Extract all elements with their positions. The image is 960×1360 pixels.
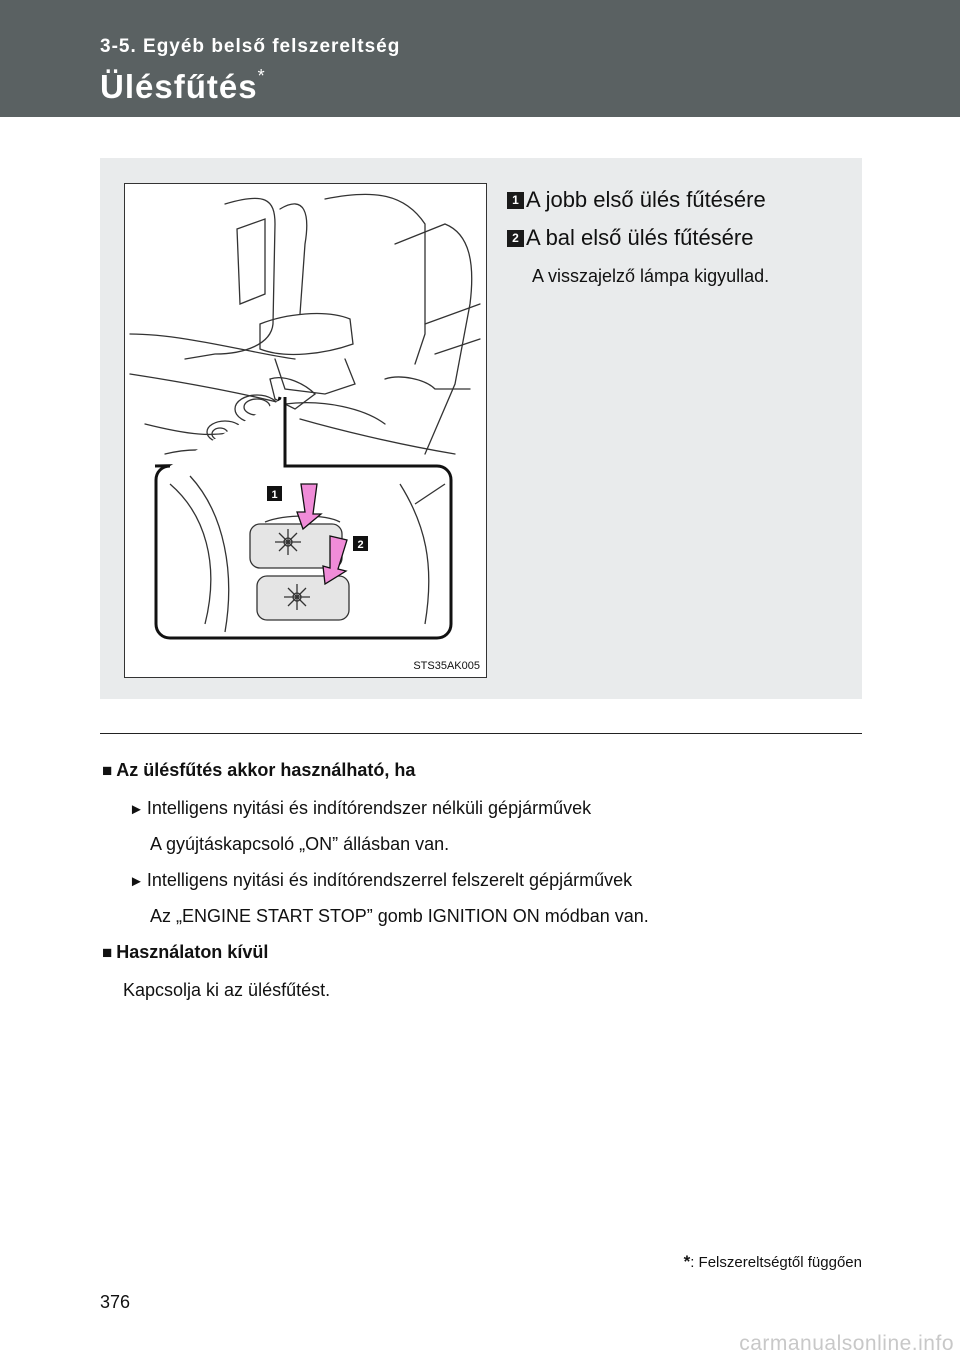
- callout-1: 1: [271, 489, 278, 501]
- page-number: 376: [100, 1292, 131, 1312]
- figure-code: STS35AK005: [413, 660, 480, 672]
- legend-text-2: A bal első ülés fűtésére: [526, 225, 754, 251]
- footnote-asterisk: *: [683, 1252, 691, 1271]
- legend-badge-2: 2: [507, 230, 524, 247]
- seat-heater-illustration: [124, 183, 487, 678]
- bullet-2-detail: Az „ENGINE START STOP” gomb IGNITION ON módban van.: [150, 906, 649, 926]
- page-title: [100, 68, 266, 106]
- section2-text: Kapcsolja ki az ülésfűtést.: [123, 980, 331, 1000]
- section1-heading: [102, 760, 415, 781]
- title-asterisk: *: [257, 66, 266, 86]
- section2-heading: [102, 942, 268, 963]
- page-title-text: Ülésfűtés: [100, 68, 258, 105]
- section1-title: Az ülésfűtés akkor használható, ha: [116, 760, 416, 780]
- watermark: carmanualsonline.info: [739, 1332, 954, 1355]
- legend-note: A visszajelző lámpa kigyullad.: [532, 266, 770, 286]
- square-bullet-icon: ■: [102, 943, 113, 962]
- square-bullet-icon: ■: [102, 761, 113, 780]
- section2-title: Használaton kívül: [116, 942, 269, 962]
- legend-item-2: [507, 224, 753, 251]
- divider: [100, 733, 862, 734]
- bullet-item-2: [129, 870, 632, 891]
- bullet-1-label: Intelligens nyitási és indítórendszer nélküli gépjárművek: [146, 798, 592, 818]
- bullet-1-detail: A gyújtáskapcsoló „ON” állásban van.: [150, 834, 450, 854]
- triangle-bullet-icon: ►: [129, 801, 144, 818]
- callout-2: 2: [357, 539, 364, 551]
- bullet-2-label: Intelligens nyitási és indítórendszerrel felszerelt gépjárművek: [146, 870, 633, 890]
- legend-item-1: [507, 186, 766, 213]
- triangle-bullet-icon: ►: [129, 873, 144, 890]
- bullet-item-1: [129, 798, 591, 819]
- legend-badge-1: 1: [507, 192, 524, 209]
- seat-drawing: [125, 184, 486, 677]
- footnote: [684, 1252, 862, 1272]
- footnote-text: : Felszereltségtől függően: [690, 1254, 862, 1271]
- legend-text-1: A jobb első ülés fűtésére: [526, 187, 766, 213]
- section-heading: 3-5. Egyéb belső felszereltség: [100, 36, 401, 57]
- page-header: [0, 0, 960, 117]
